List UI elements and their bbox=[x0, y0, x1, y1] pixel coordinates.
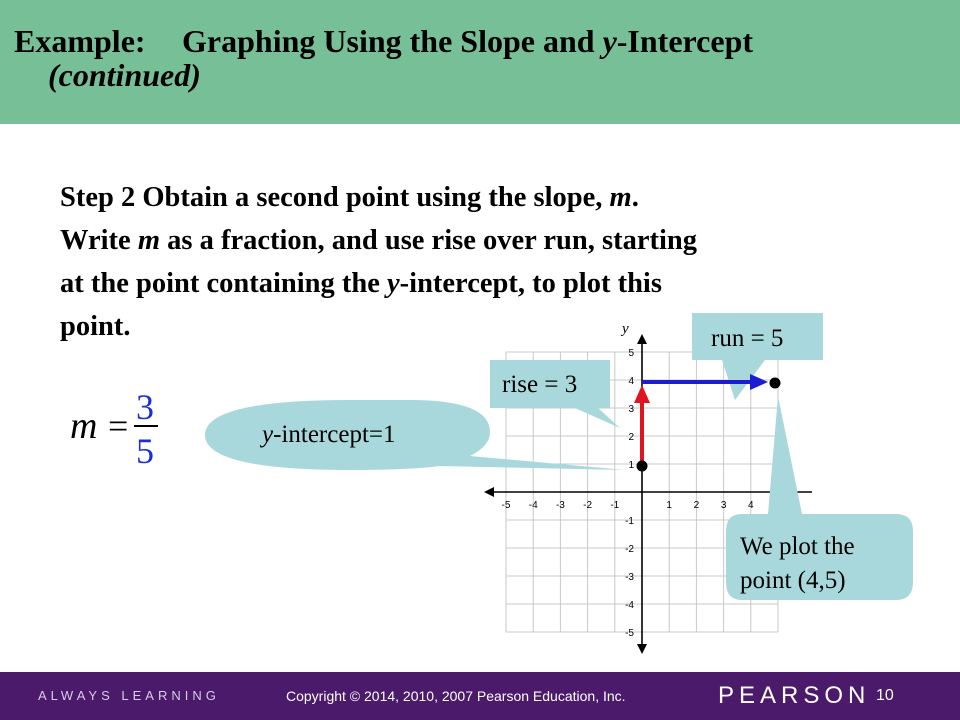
x-tick-label: -1 bbox=[610, 500, 620, 511]
y-tick-label: 1 bbox=[628, 460, 634, 471]
footer-copyright: Copyright © 2014, 2010, 2007 Pearson Education, Inc. bbox=[286, 688, 626, 704]
title-continued: (continued) bbox=[48, 57, 201, 93]
y-axis-top-arrow bbox=[637, 334, 647, 344]
x-tick-label: 3 bbox=[720, 500, 727, 511]
title-main-a: Graphing Using the Slope and bbox=[182, 23, 603, 59]
step-line-1-var: m bbox=[609, 182, 632, 213]
x-tick-label: -3 bbox=[555, 500, 565, 511]
step-line-3-var: y bbox=[387, 268, 400, 299]
footer-tagline: ALWAYS LEARNING bbox=[38, 688, 220, 703]
x-tick-label: 2 bbox=[693, 500, 700, 511]
y-tick-label: 2 bbox=[628, 432, 634, 443]
step-line-4: point. bbox=[60, 311, 131, 342]
rise-arrowhead bbox=[634, 385, 650, 403]
x-tick-label: -5 bbox=[501, 500, 511, 511]
x-tick-label: 4 bbox=[748, 500, 754, 511]
y-tick-label: -4 bbox=[625, 600, 634, 611]
x-axis-left-arrow bbox=[484, 487, 494, 497]
footer-bar bbox=[0, 672, 960, 720]
step-line-3a: at the point containing the bbox=[60, 268, 387, 299]
step-line-1b: . bbox=[631, 182, 639, 213]
y-axis-bottom-arrow bbox=[637, 644, 647, 654]
title-var: y bbox=[602, 23, 617, 59]
formula-denominator: 5 bbox=[136, 431, 154, 468]
step-line-2-var: m bbox=[137, 225, 160, 256]
formula-equals: = bbox=[108, 406, 129, 446]
step-line-2a: Write bbox=[60, 225, 138, 256]
page-number: 10 bbox=[876, 687, 894, 704]
x-tick-label: 1 bbox=[666, 500, 672, 511]
plot-point-text-2: point (4,5) bbox=[740, 567, 846, 594]
step-line-3b: -intercept, to plot this bbox=[399, 268, 662, 299]
plot-point-text-1: We plot the bbox=[740, 533, 855, 560]
step-line-2b: as a fraction, and use rise over run, starting bbox=[160, 225, 697, 256]
y-tick-labels bbox=[625, 348, 634, 639]
y-tick-label: -1 bbox=[625, 516, 634, 527]
y-tick-label: 4 bbox=[628, 376, 634, 387]
run-label: run = 5 bbox=[711, 325, 784, 352]
y-tick-label: -2 bbox=[625, 544, 634, 555]
y-tick-label: -3 bbox=[625, 572, 634, 583]
y-intercept-point bbox=[637, 461, 648, 472]
y-intercept-text: y-intercept=1 bbox=[262, 421, 396, 448]
title-prefix: Example: bbox=[14, 23, 146, 59]
plotted-point bbox=[770, 378, 781, 389]
formula-var: m bbox=[70, 405, 98, 447]
x-tick-label: -2 bbox=[583, 500, 593, 511]
y-tick-label: 3 bbox=[628, 404, 634, 415]
y-axis-label: y bbox=[622, 321, 629, 337]
pearson-logo: PEARSON bbox=[718, 682, 871, 709]
y-tick-label: 5 bbox=[628, 348, 634, 359]
formula-numerator: 3 bbox=[136, 388, 154, 427]
title-main-b: -Intercept bbox=[616, 23, 754, 59]
x-tick-labels bbox=[502, 500, 754, 511]
rise-label: rise = 3 bbox=[502, 371, 578, 398]
step-line-1a: Step 2 Obtain a second point using the slope, bbox=[60, 182, 610, 213]
y-tick-label: -5 bbox=[625, 628, 634, 639]
x-tick-label: -4 bbox=[528, 500, 538, 511]
run-arrowhead bbox=[750, 374, 768, 390]
